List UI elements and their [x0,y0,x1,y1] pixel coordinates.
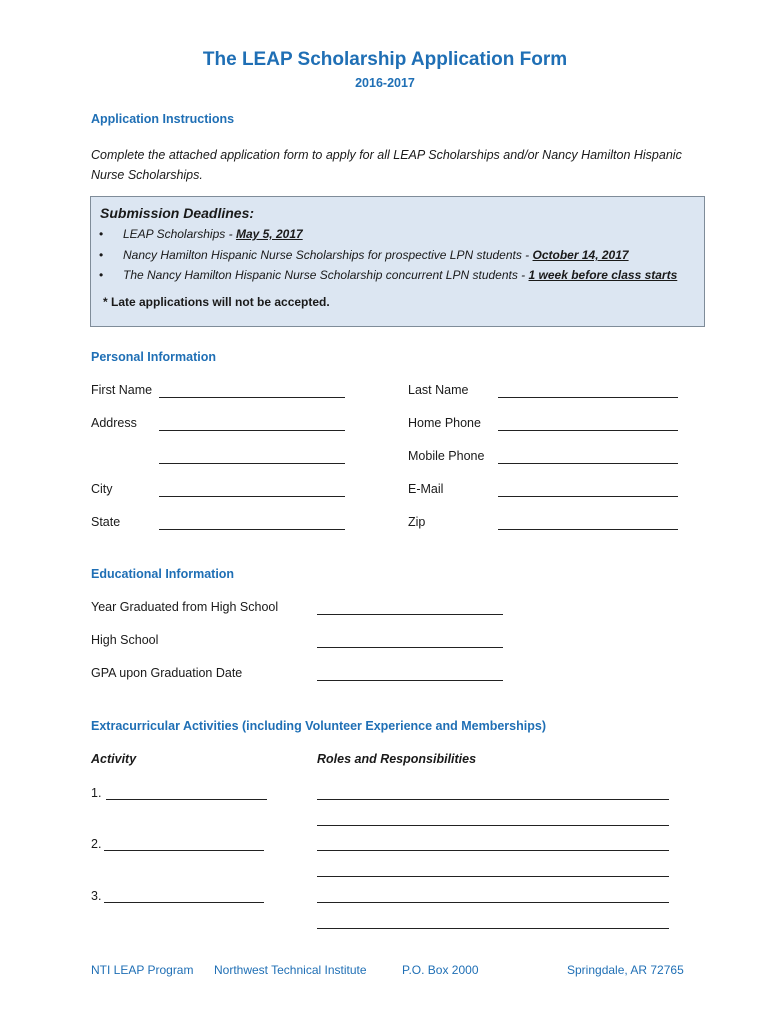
activity-row-number: 3. [91,889,102,903]
roles-2-line-2-field[interactable] [317,876,669,877]
deadlines-box [90,196,705,327]
instructions-heading: Application Instructions [91,112,235,126]
bullet-icon: • [99,227,104,241]
address-field[interactable] [159,430,345,431]
roles-1-line-2-field[interactable] [317,825,669,826]
form-year: 2016-2017 [355,76,415,90]
zip-label: Zip [408,515,426,529]
high-school-label: High School [91,633,159,647]
footer-pobox: P.O. Box 2000 [402,963,479,977]
activity-2-field[interactable] [104,850,264,851]
bullet-icon: • [99,248,104,262]
year-graduated-label: Year Graduated from High School [91,600,279,614]
bullet-icon: • [99,268,104,282]
extracurricular-heading: Extracurricular Activities (including Volunteer Experience and Memberships) [91,719,546,733]
roles-3-field[interactable] [317,902,669,903]
home-phone-field[interactable] [498,430,678,431]
city-field[interactable] [159,496,345,497]
home-phone-label: Home Phone [408,416,481,430]
deadline-item: • LEAP Scholarships - May 5, 2017 [99,227,303,241]
gpa-field[interactable] [317,680,503,681]
first-name-field[interactable] [159,397,345,398]
deadline-date: October 14, 2017 [532,248,629,262]
activity-1-field[interactable] [106,799,267,800]
roles-1-field[interactable] [317,799,669,800]
email-field[interactable] [498,496,678,497]
footer-institute: Northwest Technical Institute [214,963,367,977]
city-label: City [91,482,113,496]
activity-3-field[interactable] [104,902,264,903]
form-title: The LEAP Scholarship Application Form [202,49,568,70]
roles-column-header: Roles and Responsibilities [317,752,477,766]
deadline-item: • Nancy Hamilton Hispanic Nurse Scholarships for prospective LPN students - October 14, 2017 [99,248,629,262]
high-school-field[interactable] [317,647,503,648]
first-name-label: First Name [91,383,153,397]
roles-2-field[interactable] [317,850,669,851]
roles-3-line-2-field[interactable] [317,928,669,929]
state-label: State [91,515,121,529]
mobile-phone-label: Mobile Phone [408,449,485,463]
address-label: Address [91,416,137,430]
mobile-phone-field[interactable] [498,463,678,464]
personal-heading: Personal Information [91,350,217,364]
last-name-label: Last Name [408,383,469,397]
late-note: * Late applications will not be accepted. [103,295,330,309]
email-label: E-Mail [408,482,444,496]
activity-row-number: 2. [91,837,102,851]
deadline-date: May 5, 2017 [235,227,303,241]
activity-column-header: Activity [91,752,137,766]
footer-city: Springdale, AR 72765 [567,963,684,977]
last-name-field[interactable] [498,397,678,398]
deadlines-heading: Submission Deadlines: [100,205,255,221]
instructions-text: Complete the attached application form to apply for all LEAP Scholarships and/or Nancy Hamilton Hispanic Nurse Scholarships. [91,148,682,182]
deadline-date: 1 week before class starts [528,268,678,282]
address-line-2-field[interactable] [159,463,345,464]
footer-program: NTI LEAP Program [91,963,194,977]
deadline-item: • The Nancy Hamilton Hispanic Nurse Scholarship concurrent LPN students - 1 week before class starts [99,268,678,282]
activity-row-number: 1. [91,786,102,800]
state-field[interactable] [159,529,345,530]
education-heading: Educational Information [91,567,235,581]
gpa-label: GPA upon Graduation Date [91,666,243,680]
zip-field[interactable] [498,529,678,530]
year-graduated-field[interactable] [317,614,503,615]
